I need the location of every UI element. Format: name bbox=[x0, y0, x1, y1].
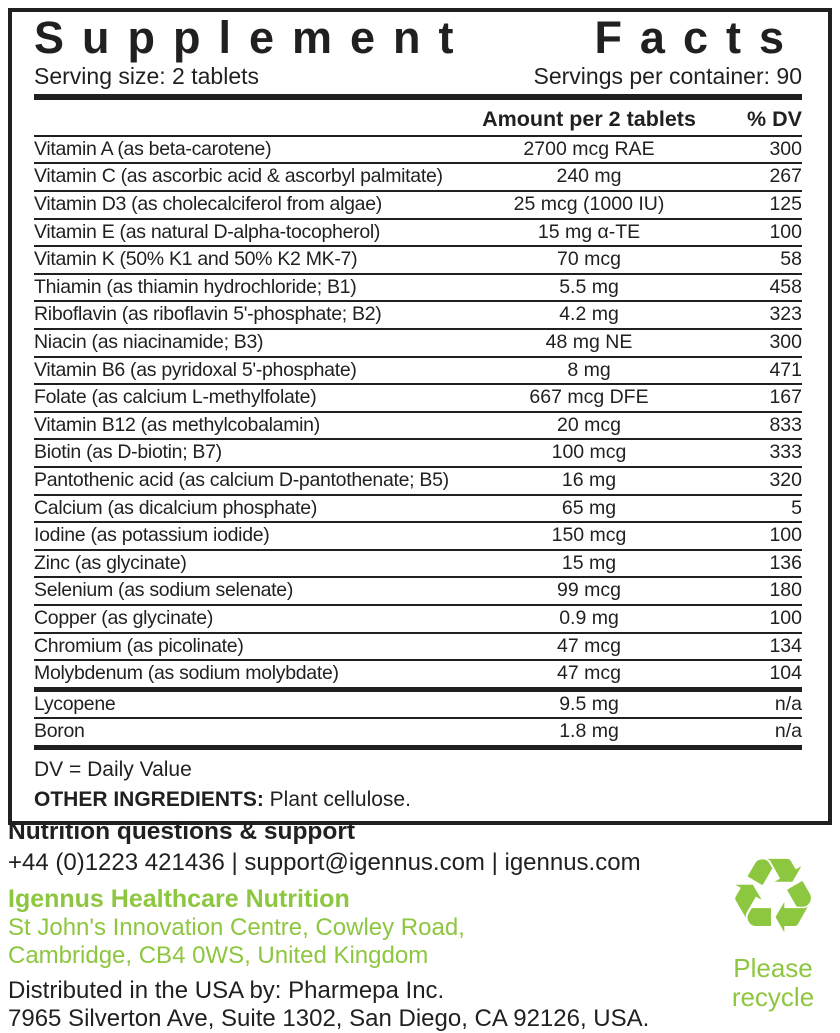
company-name: Igennus Healthcare Nutrition bbox=[8, 885, 350, 914]
table-row bbox=[34, 661, 802, 687]
nutrient-dv: 833 bbox=[769, 413, 802, 436]
nutrient-amount: 100 mcg bbox=[551, 441, 627, 464]
nutrient-amount: 70 mcg bbox=[557, 248, 621, 271]
table-row bbox=[34, 358, 802, 386]
panel-title-word-facts: Facts bbox=[594, 12, 802, 63]
nutrient-dv: 320 bbox=[769, 469, 802, 492]
distributor-line-1: Distributed in the USA by: Pharmepa Inc. bbox=[8, 976, 445, 1004]
table-row bbox=[34, 440, 802, 468]
nutrient-name: Vitamin K (50% K1 and 50% K2 MK-7) bbox=[34, 248, 358, 271]
nutrient-amount: 0.9 mg bbox=[559, 606, 619, 629]
nutrient-dv: 125 bbox=[769, 193, 802, 216]
table-row bbox=[34, 275, 802, 303]
support-title: Nutrition questions & support bbox=[8, 818, 356, 845]
nutrient-name: Vitamin B12 (as methylcobalamin) bbox=[34, 413, 320, 436]
nutrient-name: Calcium (as dicalcium phosphate) bbox=[34, 496, 318, 519]
recycle-caption bbox=[714, 954, 832, 1012]
nutrient-name: Copper (as glycinate) bbox=[34, 606, 214, 629]
recycle-block bbox=[714, 818, 832, 1033]
nutrient-amount: 1.8 mg bbox=[559, 720, 619, 743]
nutrient-amount: 15 mg bbox=[561, 551, 617, 574]
nutrient-name: Niacin (as niacinamide; B3) bbox=[34, 331, 264, 354]
amount-column-header: Amount per 2 tablets bbox=[482, 106, 696, 131]
table-row bbox=[34, 220, 802, 248]
nutrient-dv: 58 bbox=[780, 248, 802, 271]
panel-title-word-supplement: Supplement bbox=[34, 12, 472, 63]
nutrient-dv: 180 bbox=[769, 579, 802, 602]
dv-note: DV = Daily Value bbox=[34, 757, 192, 781]
nutrient-dv: 134 bbox=[769, 634, 802, 657]
footer bbox=[8, 818, 832, 1033]
nutrient-dv: 471 bbox=[769, 358, 802, 381]
table-row bbox=[34, 578, 802, 606]
nutrient-amount: 99 mcg bbox=[557, 579, 621, 602]
serving-info-row bbox=[34, 63, 802, 100]
nutrient-name: Biotin (as D-biotin; B7) bbox=[34, 441, 222, 464]
nutrient-dv: n/a bbox=[774, 692, 802, 715]
nutrient-amount: 2700 mcg RAE bbox=[523, 137, 655, 160]
nutrient-amount: 47 mcg bbox=[557, 662, 621, 685]
nutrient-amount: 15 mg α-TE bbox=[537, 220, 641, 243]
table-row bbox=[34, 247, 802, 275]
nutrient-name: Boron bbox=[34, 720, 85, 743]
nutrient-amount: 25 mcg (1000 IU) bbox=[513, 193, 665, 216]
servings-per-container-text: Servings per container: 90 bbox=[533, 62, 802, 89]
table-row bbox=[34, 413, 802, 441]
nutrient-name: Chromium (as picolinate) bbox=[34, 634, 244, 657]
table-row bbox=[34, 385, 802, 413]
table-row bbox=[34, 164, 802, 192]
nutrient-dv: 100 bbox=[769, 524, 802, 547]
nutrient-name: Vitamin E (as natural D-alpha-tocopherol) bbox=[34, 220, 381, 243]
recycle-caption-line-1: Please bbox=[733, 953, 813, 983]
nutrient-dv: 333 bbox=[769, 441, 802, 464]
nutrient-amount: 150 mcg bbox=[551, 524, 627, 547]
nutrient-dv: 300 bbox=[769, 137, 802, 160]
nutrient-amount: 8 mg bbox=[567, 358, 611, 381]
nutrient-amount: 47 mcg bbox=[557, 634, 621, 657]
address-line-1: St John's Innovation Centre, Cowley Road, bbox=[8, 914, 465, 942]
facts-table-header bbox=[34, 100, 802, 137]
panel-title bbox=[34, 14, 802, 63]
nutrient-amount: 16 mg bbox=[561, 469, 617, 492]
facts-rows-extra bbox=[34, 692, 802, 750]
nutrient-amount: 240 mg bbox=[556, 165, 622, 188]
nutrient-dv: 458 bbox=[769, 275, 802, 298]
nutrient-amount: 4.2 mg bbox=[559, 303, 619, 326]
table-row bbox=[34, 330, 802, 358]
footer-contact-block bbox=[8, 818, 649, 1033]
table-row bbox=[34, 719, 802, 745]
table-row bbox=[34, 692, 802, 720]
nutrient-dv: 100 bbox=[769, 220, 802, 243]
nutrient-name: Riboflavin (as riboflavin 5'-phosphate; B2) bbox=[34, 303, 382, 326]
nutrient-dv: n/a bbox=[774, 720, 802, 743]
nutrient-dv: 323 bbox=[769, 303, 802, 326]
nutrient-amount: 20 mcg bbox=[557, 413, 621, 436]
serving-size-text: Serving size: 2 tablets bbox=[34, 62, 260, 89]
distributor-line-2: 7965 Silverton Ave, Suite 1302, San Diego, CA 92126, USA. bbox=[8, 1004, 650, 1032]
nutrient-name: Iodine (as potassium iodide) bbox=[34, 524, 270, 547]
table-row bbox=[34, 302, 802, 330]
other-ingredients-label: OTHER INGREDIENTS: bbox=[34, 788, 264, 812]
facts-rows-main bbox=[34, 137, 802, 692]
nutrient-amount: 9.5 mg bbox=[559, 692, 619, 715]
table-row bbox=[34, 468, 802, 496]
dv-column-header: % DV bbox=[747, 106, 802, 131]
nutrient-name: Thiamin (as thiamin hydrochloride; B1) bbox=[34, 275, 357, 298]
nutrient-name: Pantothenic acid (as calcium D-pantothenate; B5) bbox=[34, 469, 449, 492]
nutrient-amount: 48 mg NE bbox=[545, 331, 633, 354]
nutrient-dv: 5 bbox=[791, 496, 802, 519]
nutrient-name: Zinc (as glycinate) bbox=[34, 551, 187, 574]
recycle-icon: ♻ bbox=[726, 835, 820, 957]
nutrient-name: Vitamin C (as ascorbic acid & ascorbyl palmitate) bbox=[34, 165, 443, 188]
nutrient-name: Vitamin A (as beta-carotene) bbox=[34, 137, 272, 160]
other-ingredients-value: Plant cellulose. bbox=[263, 788, 411, 812]
nutrient-name: Lycopene bbox=[34, 692, 116, 715]
nutrient-amount: 65 mg bbox=[561, 496, 617, 519]
nutrient-dv: 267 bbox=[769, 165, 802, 188]
table-row bbox=[34, 523, 802, 551]
contact-line: +44 (0)1223 421436 | support@igennus.com | igennus.com bbox=[8, 849, 641, 877]
nutrient-dv: 136 bbox=[769, 551, 802, 574]
other-ingredients-line bbox=[34, 782, 802, 813]
nutrient-name: Vitamin B6 (as pyridoxal 5'-phosphate) bbox=[34, 358, 357, 381]
nutrient-name: Molybdenum (as sodium molybdate) bbox=[34, 662, 339, 685]
nutrient-dv: 100 bbox=[769, 606, 802, 629]
table-row bbox=[34, 496, 802, 524]
nutrient-dv: 104 bbox=[769, 662, 802, 685]
table-row bbox=[34, 137, 802, 165]
recycle-caption-line-2: recycle bbox=[731, 982, 815, 1013]
nutrient-name: Vitamin D3 (as cholecalciferol from algae) bbox=[34, 193, 382, 216]
nutrient-dv: 167 bbox=[769, 386, 802, 409]
address-line-2: Cambridge, CB4 0WS, United Kingdom bbox=[8, 942, 429, 970]
nutrient-amount: 667 mcg DFE bbox=[529, 386, 649, 409]
supplement-facts-panel bbox=[8, 8, 832, 825]
table-row bbox=[34, 551, 802, 579]
table-row bbox=[34, 192, 802, 220]
table-row bbox=[34, 606, 802, 634]
nutrient-name: Selenium (as sodium selenate) bbox=[34, 579, 294, 602]
nutrient-amount: 5.5 mg bbox=[559, 275, 619, 298]
nutrient-dv: 300 bbox=[769, 331, 802, 354]
table-row bbox=[34, 634, 802, 662]
nutrient-name: Folate (as calcium L-methylfolate) bbox=[34, 386, 317, 409]
